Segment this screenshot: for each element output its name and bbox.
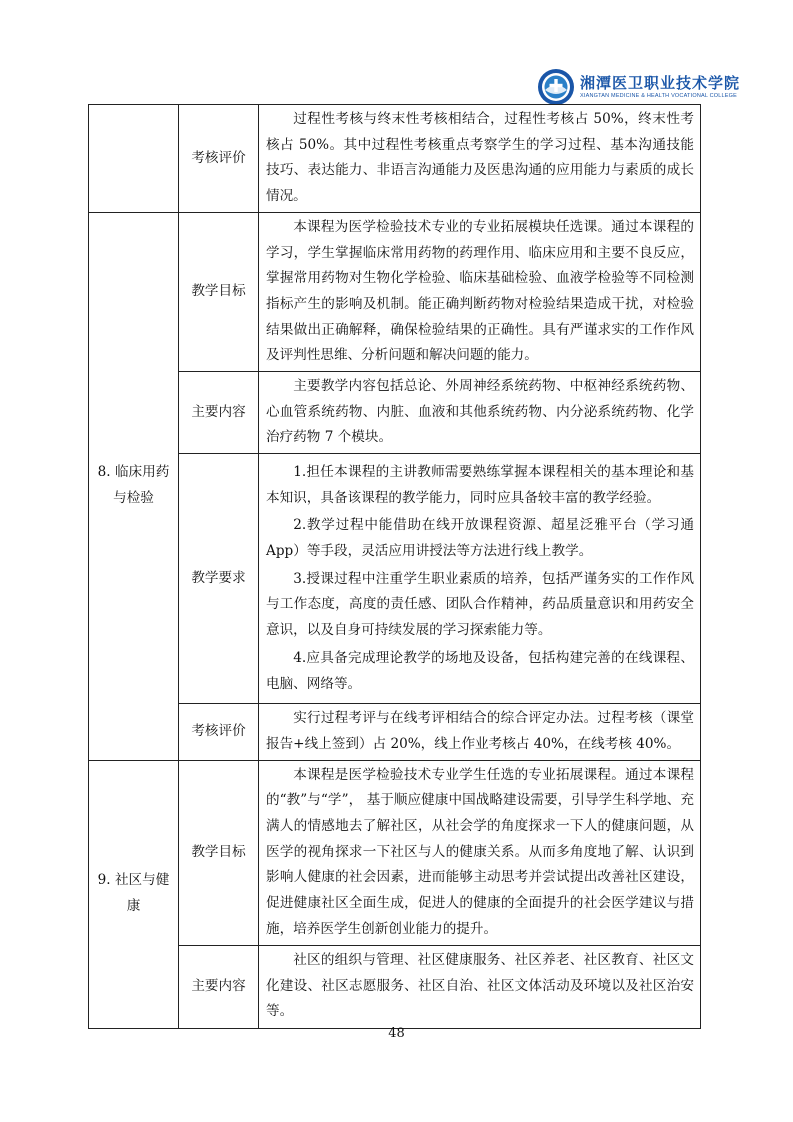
table-row (89, 212, 701, 371)
row-content: 本课程为医学检验技术专业的专业拓展模块任选课。通过本课程的学习，学生掌握临床常用药物的药理作用、临床应用和主要不良反应，掌握常用药物对生物化学检验、临床基础检验、血液学检验等不同检测指标产生的影响及机制。能正确判断药物对检验结果造成干扰，对检验结果做出正确解释，确保检验结果的正确性。具有严谨求实的工作作风及评判性思维、分析问题和解决问题的能力。 (259, 212, 701, 371)
row-content: 主要教学内容包括总论、外周神经系统药物、中枢神经系统药物、心血管系统药物、内脏、血液和其他系统药物、内分泌系统药物、化学治疗药物 7 个模块。 (259, 372, 701, 454)
row-content: 本课程是医学检验技术专业学生任选的专业拓展课程。通过本课程的“教”与“学”， 基于顺应健康中国战略建设需要，引导学生科学地、充满人的情感地去了解社区，从社会学的角度探求一下人的健康问题，从医学的视角探求一下社区与人的健康关系。从而多角度地了解、认识到影响人健康的社会因素，进而能够主动思考并尝试提出改善社区建设，促进健康社区全面生成，促进人的健康的全面提升的社会医学建议与措施，培养医学生创新创业能力的提升。 (259, 760, 701, 945)
page-number: 48 (388, 1026, 405, 1041)
row-label: 主要内容 (179, 945, 259, 1028)
course-name-cell: 9. 社区与健康 (89, 760, 179, 1028)
table-row (89, 454, 701, 704)
row-label: 教学目标 (179, 760, 259, 945)
table-row (89, 945, 701, 1028)
row-content: 实行过程考评与在线考评相结合的综合评定办法。过程考核（课堂报告+线上签到）占 20%，线上作业考核占 40%，在线考核 40%。 (259, 704, 701, 760)
table-row (89, 105, 701, 213)
college-logo (537, 68, 740, 106)
row-label: 主要内容 (179, 372, 259, 454)
row-label: 考核评价 (179, 105, 259, 213)
row-content: 过程性考核与终末性考核相结合，过程性考核占 50%，终末性考核占 50%。其中过程性考核重点考察学生的学习过程、基本沟通技能技巧、表达能力、非语言沟通能力及医患沟通的应用能力与素质的成长情况。 (259, 105, 701, 213)
table-row (89, 760, 701, 945)
course-name-cell (89, 105, 179, 213)
college-name-cn: 湘潭医卫职业技术学院 (580, 74, 741, 92)
row-label: 教学要求 (179, 454, 259, 704)
college-name-en: XIANGTAN MEDICINE & HEALTH VOCATIONAL COLLEGE (580, 93, 738, 99)
row-content: 社区的组织与管理、社区健康服务、社区养老、社区教育、社区文化建设、社区志愿服务、社区自治、社区文体活动及环境以及社区治安等。 (259, 945, 701, 1028)
course-table (88, 104, 701, 1029)
table-row (89, 704, 701, 760)
college-seal-icon (537, 68, 575, 106)
row-content: 1.担任本课程的主讲教师需要熟练掌握本课程相关的基本理论和基本知识，具备该课程的教学能力，同时应具备较丰富的教学经验。 2.教学过程中能借助在线开放课程资源、超星泛雅平台（学习通App）等手段，灵活应用讲授法等方法进行线上教学。 3.授课过程中注重学生职业素质的培养，包括严谨务实的工作作风与工作态度，高度的责任感、团队合作精神，药品质量意识和用药安全意识，以及自身可持续发展的学习探索能力等。 4.应具备完成理论教学的场地及设备，包括构建完善的在线课程、电脑、网络等。 (259, 454, 701, 704)
course-name-cell: 8. 临床用药与检验 (89, 212, 179, 760)
row-label: 考核评价 (179, 704, 259, 760)
row-label: 教学目标 (179, 212, 259, 371)
table-row (89, 372, 701, 454)
